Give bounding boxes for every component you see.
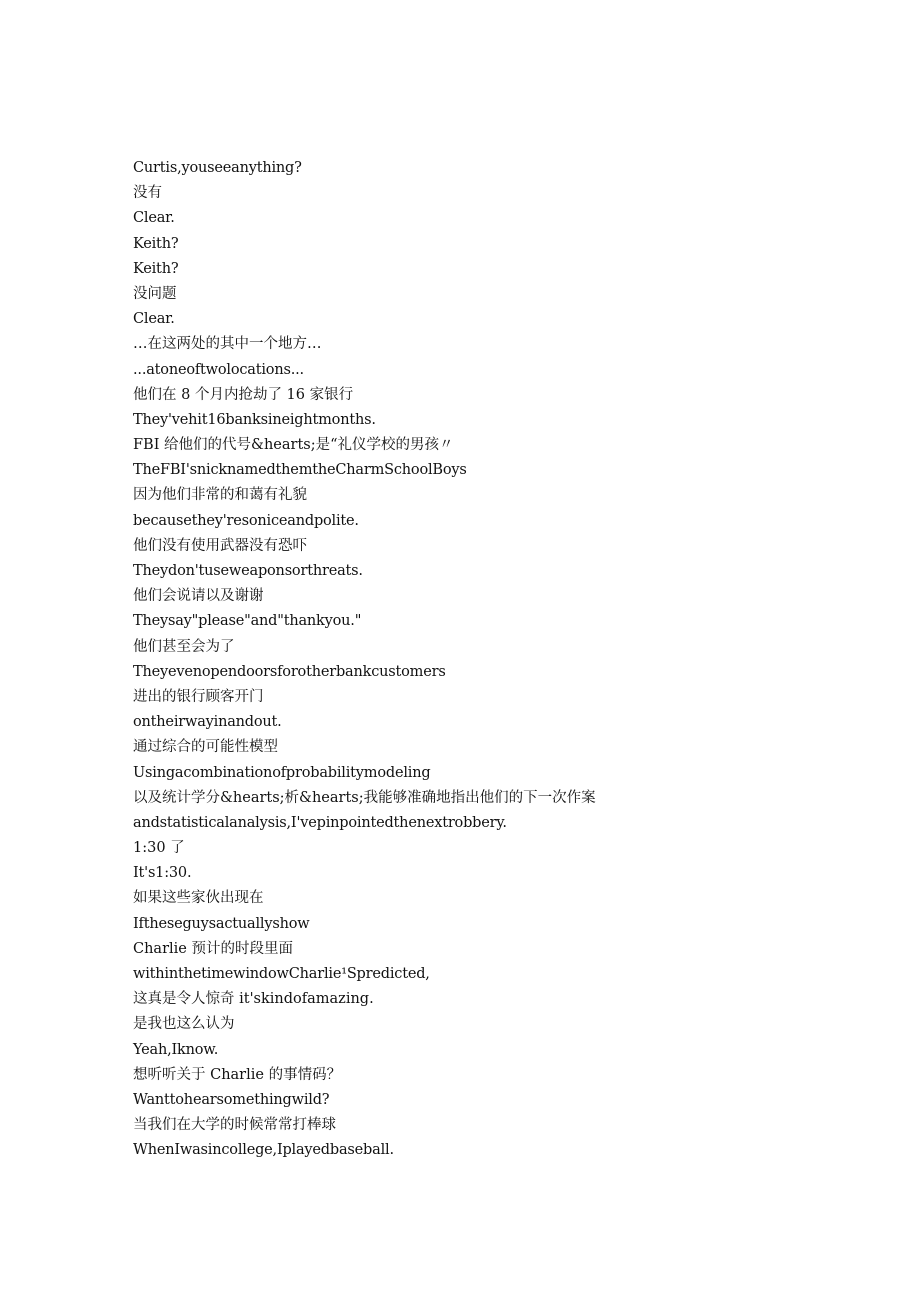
text-line: Theysay"please"and"thankyou."	[133, 613, 362, 630]
text-line: 以及统计学分&hearts;析&hearts;我能够准确地指出他们的下一次作案	[133, 789, 596, 806]
text-line: 进出的银行顾客开门	[133, 688, 264, 705]
text-line: 他们在 8 个月内抢劫了 16 家银行	[133, 386, 354, 403]
text-line: Keith?	[133, 260, 179, 277]
text-line: Charlie 预计的时段里面	[133, 940, 293, 957]
text-line: ...atoneoftwolocations...	[133, 361, 304, 378]
text-line: 这真是令人惊奇 it'skindofamazing.	[133, 991, 374, 1008]
text-line: 没问题	[133, 285, 177, 302]
text-line: Clear.	[133, 311, 175, 328]
text-line: 他们会说请以及谢谢	[133, 588, 264, 605]
text-line: 通过综合的可能性模型	[133, 739, 278, 756]
text-line: Wanttohearsomethingwild?	[133, 1091, 330, 1108]
text-line: It's1:30.	[133, 865, 192, 882]
text-line: Theydon'tuseweaponsorthreats.	[133, 563, 363, 579]
text-line: 想听听关于 Charlie 的事情码？	[133, 1066, 342, 1083]
text-line: 没有	[133, 185, 162, 202]
text-line: …在这两处的其中一个地方…	[133, 336, 322, 353]
text-line: becausethey'resoniceandpolite.	[133, 512, 359, 529]
text-line: withinthetimewindowCharlie¹Spredicted,	[133, 966, 430, 982]
text-line: WhenIwasincollege,Iplayedbaseball.	[133, 1142, 394, 1159]
text-line: 因为他们非常的和蔼有礼貌	[133, 487, 307, 504]
subtitle-transcript	[133, 158, 833, 1166]
text-line: Clear.	[133, 210, 175, 227]
text-line: Keith?	[133, 235, 179, 252]
text-line: Iftheseguysactuallyshow	[133, 915, 310, 932]
text-line: Curtis,youseeanything?	[133, 160, 302, 176]
text-line: 是我也这么认为	[133, 1016, 235, 1033]
text-line: Usingacombinationofprobabilitymodeling	[133, 764, 431, 781]
text-line: TheFBI'snicknamedthemtheCharmSchoolBoys	[133, 462, 467, 479]
text-line: ontheirwayinandout.	[133, 714, 282, 731]
text-line: FBI 给他们的代号&hearts;是“礼仪学校的男孩〃	[133, 437, 454, 454]
text-line: 他们甚至会为了	[133, 638, 235, 655]
text-line: andstatisticalanalysis,I'vepinpointedthenextrobbery.	[133, 814, 507, 831]
text-line: 如果这些家伙出现在	[133, 890, 264, 907]
text-line: 当我们在大学的时候常常打棒球	[133, 1117, 336, 1134]
text-line: They'vehit16banksineightmonths.	[133, 411, 376, 428]
text-line: Theyevenopendoorsforotherbankcustomers	[133, 663, 446, 680]
text-line: 他们没有使用武器没有恐吓	[133, 537, 307, 554]
text-line: 1:30 了	[133, 840, 185, 857]
text-line: Yeah,Iknow.	[133, 1041, 219, 1058]
